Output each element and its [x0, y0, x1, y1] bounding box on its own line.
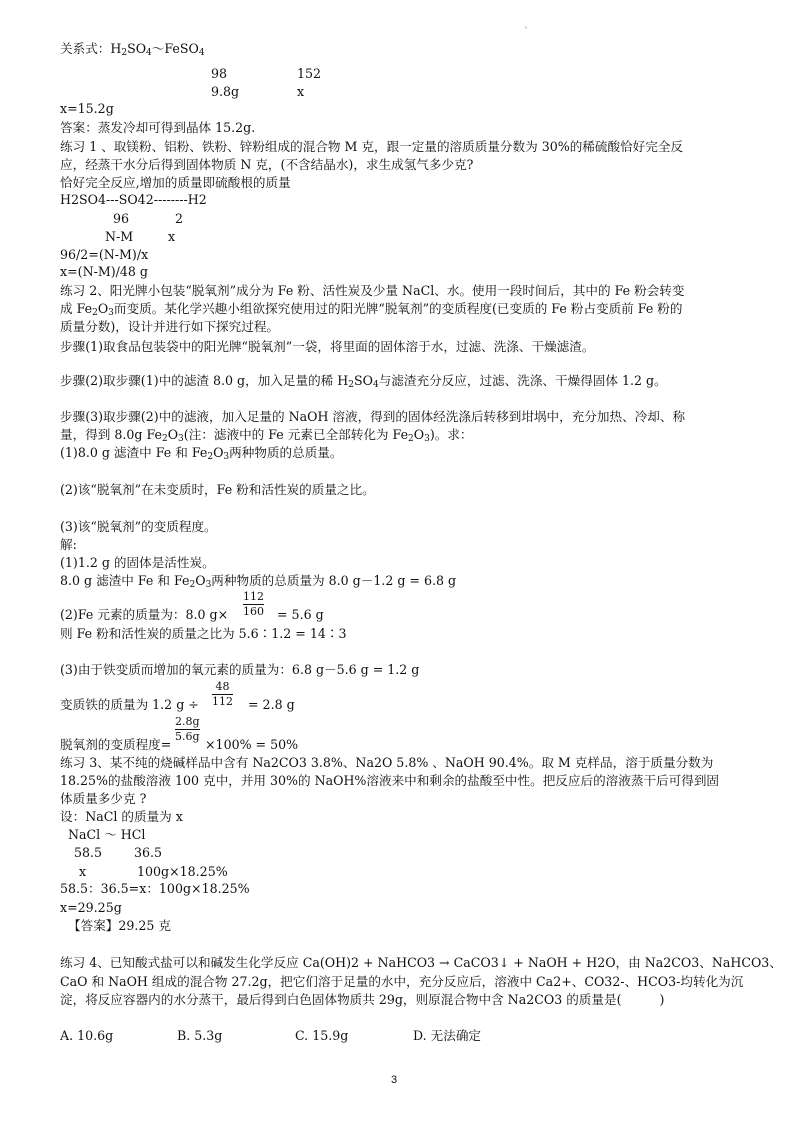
step-3-text: 量，得到 8.0g $Fe_2O_3$(注：滤液中的 Fe 元素已全部转化为 $Fe_2O_3$)。求：: [60, 427, 473, 444]
exercise-1-text: 应，经蒸干水分后得到固体物质 N 克，(不含结晶水)，求生成氢气多少克?: [60, 157, 474, 172]
exercise-2-text: 成 $Fe_2O_3$而变质。某化学兴趣小组欲探究使用过的阳光牌“脱氧剂”的变质程度(已变质的 Fe 粉占变质前 Fe 粉的: [60, 301, 683, 318]
relation-line: 关系式：$H_2SO_4\sim FeSO_4$: [60, 41, 205, 58]
solution-line: 变质铁的质量为 1.2 g ÷: [60, 697, 199, 712]
ratio-value: 58.5: [74, 845, 103, 860]
ratio-value: 36.5: [134, 845, 163, 860]
fraction-2.8g-5.6g: 2.8g 5.6g: [175, 715, 200, 743]
option-b: B. 5.3g: [177, 1028, 223, 1043]
assumption-line: 设：NaCl 的质量为 x: [60, 809, 183, 824]
question-1: (1)8.0 g 滤渣中 Fe 和 $Fe_2O_3$两种物质的总质量。: [60, 445, 343, 462]
option-c: C. 15.9g: [295, 1028, 349, 1043]
header-mark: ': [525, 26, 527, 34]
question-3: (3)该“脱氧剂”的变质程度。: [60, 519, 217, 534]
solution-line: (1)1.2 g 的固体是活性炭。: [60, 555, 215, 570]
ratio-value: x: [79, 864, 87, 879]
solution-line: (2)Fe 元素的质量为：8.0 g×: [60, 607, 229, 622]
exercise-1-relation: H2SO4---SO42--------H2: [60, 192, 207, 207]
fraction-112-160: 112 160: [243, 590, 264, 618]
exercise-1-text: 恰好完全反应,增加的质量即硫酸根的质量: [60, 175, 291, 190]
ratio-value: 2: [175, 211, 184, 226]
answer-line: 【答案】29.25 克: [68, 918, 172, 933]
equation-line: x=(N-M)/48 g: [60, 264, 148, 279]
exercise-3-text: 体质量多少克 ?: [60, 791, 147, 806]
option-d: D. 无法确定: [413, 1028, 482, 1043]
ratio-value: 98: [211, 66, 228, 81]
exercise-1-text: 练习 1 、取镁粉、铝粉、铁粉、锌粉组成的混合物 M 克，跟一定量的溶质质量分数为 30%的稀硫酸恰好完全反: [60, 139, 684, 154]
fraction-48-112: 48 112: [212, 680, 233, 708]
answer-line: 答案：蒸发冷却可得到晶体 15.2g.: [60, 120, 256, 135]
ratio-value: 9.8g: [211, 84, 240, 99]
step-2-text: 步骤(2)取步骤(1)中的滤渣 8.0 g，加入足量的稀 $H_2SO_4$与滤渣充分反应，过滤、洗涤、干燥得固体 1.2 g。: [60, 373, 667, 390]
exercise-2-text: 练习 2、阳光牌小包装“脱氧剂”成分为 Fe 粉、活性炭及少量 NaCl、水。使用一段时间后，其中的 Fe 粉会转变: [60, 283, 685, 298]
solution-value: = 2.8 g: [248, 697, 295, 712]
step-3-text: 步骤(3)取步骤(2)中的滤液，加入足量的 NaOH 溶液，得到的固体经洗涤后转移到坩埚中，充分加热、冷却、称: [60, 409, 686, 424]
solution-value: = 5.6 g: [277, 607, 324, 622]
question-2: (2)该“脱氧剂”在未变质时，Fe 粉和活性炭的质量之比。: [60, 482, 375, 497]
ratio-value: 152: [297, 66, 322, 81]
option-a: A. 10.6g: [60, 1028, 114, 1043]
exercise-3-text: 练习 3、某不纯的烧碱样品中含有 Na2CO3 3.8%、Na2O 5.8% 、NaOH 90.4%。取 M 克样品，溶于质量分数为: [60, 755, 714, 770]
equation-line: 58.5：36.5=x：100g×18.25%: [60, 881, 250, 896]
solution-line: 8.0 g 滤渣中 Fe 和 $Fe_2O_3$两种物质的总质量为 8.0 g－1.2 g = 6.8 g: [60, 573, 457, 590]
result-line: x=15.2g: [60, 101, 114, 116]
relation-line: NaCl ～ HCl: [68, 827, 146, 842]
step-1-text: 步骤(1)取食品包装袋中的阳光牌“脱氧剂”一袋，将里面的固体溶于水，过滤、洗涤、干燥滤渣。: [60, 339, 595, 354]
equation-line: 96/2=(N-M)/x: [60, 247, 149, 262]
exercise-4-text: 淀，将反应容器内的水分蒸干，最后得到白色固体物质共 29g，则原混合物中含 Na2CO3 的质量是( ): [60, 992, 665, 1007]
result-line: x=29.25g: [60, 900, 122, 915]
solution-value: ×100% = 50%: [205, 737, 299, 752]
exercise-3-text: 18.25%的盐酸溶液 100 克中，并用 30%的 NaOH%溶液来中和剩余的盐酸至中性。把反应后的溶液蒸干后可得到固: [60, 773, 720, 788]
solution-line: 脱氧剂的变质程度=: [60, 737, 172, 752]
exercise-4-text: 练习 4、已知酸式盐可以和碱发生化学反应 Ca(OH)2 + NaHCO3 → CaCO3↓ + NaOH + H2O，由 Na2CO3、NaHCO3、: [60, 955, 782, 970]
solution-line: 则 Fe 粉和活性炭的质量之比为 5.6∶1.2 = 14∶3: [60, 626, 347, 641]
page-number: 3: [391, 1074, 398, 1086]
ratio-value: 100g×18.25%: [137, 864, 228, 879]
ratio-value: N-M: [105, 229, 134, 244]
exercise-2-text: 质量分数)，设计并进行如下探究过程。: [60, 319, 280, 334]
ratio-value: x: [168, 229, 176, 244]
ratio-value: x: [297, 84, 305, 99]
ratio-value: 96: [113, 211, 130, 226]
solution-label: 解:: [60, 537, 77, 552]
solution-line: (3)由于铁变质而增加的氧元素的质量为：6.8 g－5.6 g = 1.2 g: [60, 662, 420, 677]
exercise-4-text: CaO 和 NaOH 组成的混合物 27.2g，把它们溶于足量的水中，充分反应后，溶液中 Ca2+、CO32-、HCO3-均转化为沉: [60, 974, 744, 989]
